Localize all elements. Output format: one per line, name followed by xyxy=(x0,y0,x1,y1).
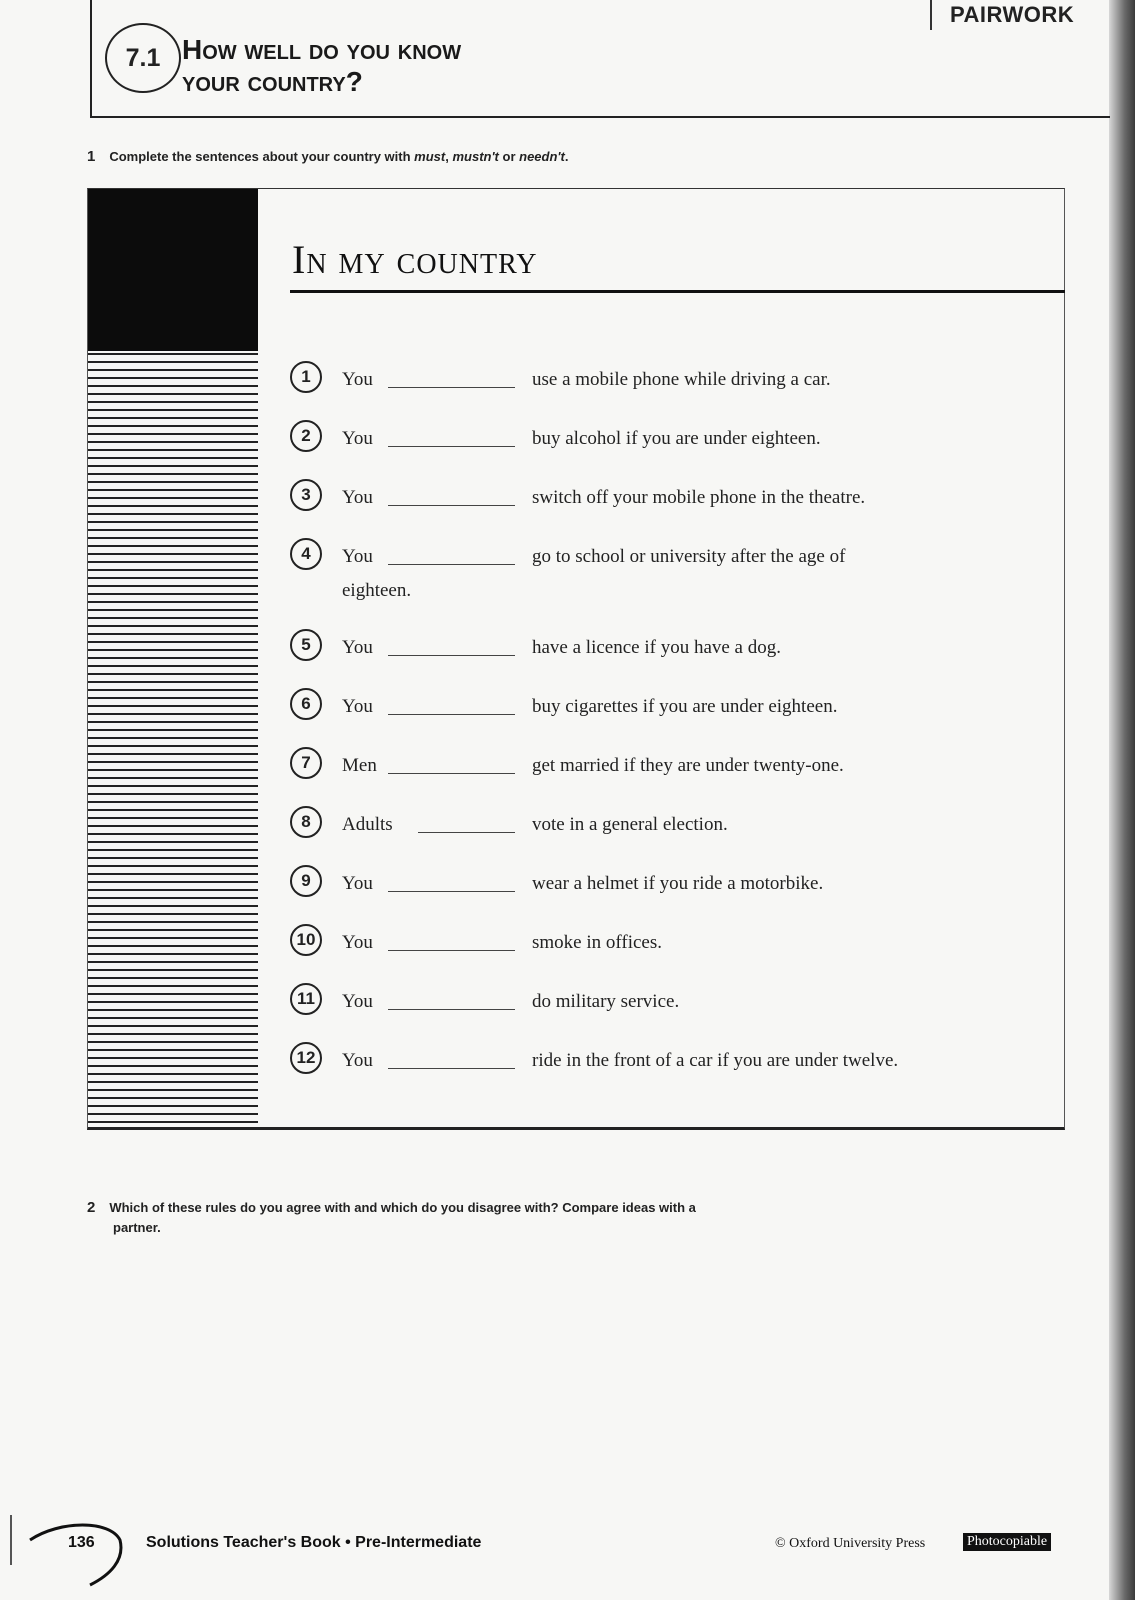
header-rule-vertical xyxy=(90,0,92,118)
word-must: must xyxy=(414,149,446,164)
pairwork-rule xyxy=(930,0,932,30)
page-title-line-1: How well do you know xyxy=(182,34,462,65)
page-edge-shadow xyxy=(1109,0,1135,1600)
unit-number-badge xyxy=(105,23,181,93)
page-title xyxy=(182,34,461,98)
item-number-circle: 12 xyxy=(290,1042,322,1074)
item-subject: You xyxy=(342,932,373,953)
item-number-circle: 11 xyxy=(290,983,322,1015)
item-text: go to school or university after the age of xyxy=(532,546,846,567)
item-subject: You xyxy=(342,546,373,567)
item-text: buy cigarettes if you are under eighteen. xyxy=(532,696,838,717)
scan-edge-mark xyxy=(10,1515,12,1565)
item-number-circle: 6 xyxy=(290,688,322,720)
item-text: switch off your mobile phone in the theatre. xyxy=(532,487,866,508)
unit-number: 7.1 xyxy=(125,43,161,72)
photocopiable-badge: Photocopiable xyxy=(963,1533,1051,1551)
word-mustnt: mustn't xyxy=(452,149,499,164)
item-subject: Adults xyxy=(342,814,393,835)
item-subject: You xyxy=(342,1050,373,1071)
item-subject: Men xyxy=(342,755,377,776)
answer-blank[interactable] xyxy=(388,1009,515,1010)
item-text: do military service. xyxy=(532,991,680,1012)
instruction-2-number: 2 xyxy=(87,1199,96,1216)
item-subject: You xyxy=(342,696,373,717)
page-number: 136 xyxy=(68,1534,95,1551)
instruction-2 xyxy=(87,1198,696,1238)
instruction-1-number: 1 xyxy=(87,148,96,165)
answer-blank[interactable] xyxy=(388,950,515,951)
instruction-2-line-2: partner. xyxy=(113,1220,161,1235)
instruction-1 xyxy=(87,148,568,165)
instruction-1-suffix: . xyxy=(564,149,569,164)
box-title: In my country xyxy=(292,237,538,282)
item-number-circle: 9 xyxy=(290,865,322,897)
copyright: © Oxford University Press xyxy=(775,1536,926,1551)
answer-blank[interactable] xyxy=(388,1068,515,1069)
item-text: smoke in offices. xyxy=(532,932,662,953)
instruction-1-prefix: Complete the sentences about your country with xyxy=(109,149,415,164)
decorative-black-block xyxy=(88,189,258,351)
instruction-1-sep2: or xyxy=(498,149,520,164)
item-number-circle: 2 xyxy=(290,420,322,452)
pairwork-tag: PAIRWORK xyxy=(950,2,1075,27)
item-text: use a mobile phone while driving a car. xyxy=(532,369,831,390)
item-subject: You xyxy=(342,428,373,449)
answer-blank[interactable] xyxy=(388,446,515,447)
item-number-circle: 3 xyxy=(290,479,322,511)
item-text: get married if they are under twenty-one. xyxy=(532,755,844,776)
item-subject: You xyxy=(342,873,373,894)
item-text-continued: eighteen. xyxy=(342,580,412,601)
item-number-circle: 5 xyxy=(290,629,322,661)
answer-blank[interactable] xyxy=(388,773,515,774)
instruction-1-sep1: , xyxy=(445,149,453,164)
item-text: vote in a general election. xyxy=(532,814,728,835)
item-subject: You xyxy=(342,487,373,508)
page-title-line-2: your country? xyxy=(182,66,363,97)
word-neednt: needn't xyxy=(519,149,565,164)
book-title: Solutions Teacher's Book • Pre-Intermediate xyxy=(146,1534,482,1551)
decorative-stripes xyxy=(88,353,258,1123)
item-text: have a licence if you have a dog. xyxy=(532,637,781,658)
item-number-circle: 1 xyxy=(290,361,322,393)
answer-blank[interactable] xyxy=(418,832,515,833)
item-number-circle: 4 xyxy=(290,538,322,570)
item-text: wear a helmet if you ride a motorbike. xyxy=(532,873,824,894)
instruction-2-line-1: Which of these rules do you agree with and which do you disagree with? Compare ideas with a xyxy=(109,1200,696,1215)
header-rule-horizontal xyxy=(90,116,1110,118)
item-text: buy alcohol if you are under eighteen. xyxy=(532,428,821,449)
item-text: ride in the front of a car if you are under twelve. xyxy=(532,1050,899,1071)
answer-blank[interactable] xyxy=(388,387,515,388)
item-subject: You xyxy=(342,991,373,1012)
box-title-rule xyxy=(290,290,1065,293)
answer-blank[interactable] xyxy=(388,564,515,565)
item-number-circle: 7 xyxy=(290,747,322,779)
item-subject: You xyxy=(342,637,373,658)
answer-blank[interactable] xyxy=(388,655,515,656)
answer-blank[interactable] xyxy=(388,714,515,715)
item-number-circle: 8 xyxy=(290,806,322,838)
item-number-circle: 10 xyxy=(290,924,322,956)
answer-blank[interactable] xyxy=(388,891,515,892)
answer-blank[interactable] xyxy=(388,505,515,506)
item-subject: You xyxy=(342,369,373,390)
